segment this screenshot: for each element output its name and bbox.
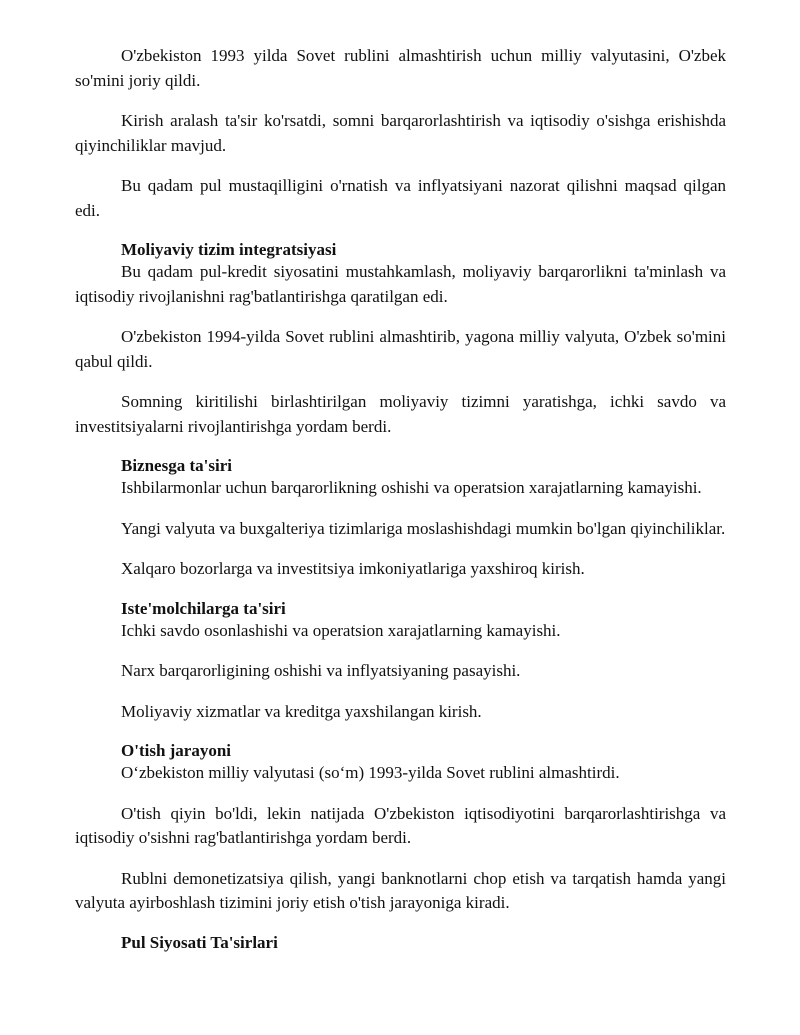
document-body xyxy=(75,44,726,953)
paragraph: Moliyaviy xizmatlar va kreditga yaxshilangan kirish. xyxy=(121,701,482,721)
paragraph: O'zbekiston 1993 yilda Sovet rublini almashtirish uchun milliy valyutasini, O'zbek so'mini joriy qildi. xyxy=(75,46,726,90)
paragraph: O‘zbekiston milliy valyutasi (so‘m) 1993-yilda Sovet rublini almashtirdi. xyxy=(121,763,620,782)
paragraph: Yangi valyuta va buxgalteriya tizimlariga moslashishdagi mumkin bo'lgan qiyinchiliklar. xyxy=(121,518,726,538)
section-heading: Moliyaviy tizim integratsiyasi xyxy=(121,240,337,259)
section-heading: Pul Siyosati Ta'sirlari xyxy=(121,932,278,952)
paragraph: Rublni demonetizatsiya qilish, yangi banknotlarni chop etish va tarqatish hamda yangi valyuta ayirboshlash tizimini joriy etish o'tish jarayoniga kiradi. xyxy=(75,868,726,912)
paragraph: Ichki savdo osonlashishi va operatsion xarajatlarning kamayishi. xyxy=(121,620,561,640)
paragraph: Ishbilarmonlar uchun barqarorlikning oshishi va operatsion xarajatlarning kamayishi. xyxy=(121,478,702,497)
section-heading: Biznesga ta'siri xyxy=(121,456,232,475)
paragraph: Kirish aralash ta'sir ko'rsatdi, somni barqarorlashtirish va iqtisodiy o'sishga erishishda qiyinchiliklar mavjud. xyxy=(75,111,726,155)
paragraph: O'tish qiyin bo'ldi, lekin natijada O'zbekiston iqtisodiyotini barqarorlashtirishga va iqtisodiy o'sishni rag'batlantirishga yordam berdi. xyxy=(75,803,726,847)
paragraph: Narx barqarorligining oshishi va inflyatsiyaning pasayishi. xyxy=(121,661,521,680)
section-heading: O'tish jarayoni xyxy=(121,741,232,760)
paragraph: Xalqaro bozorlarga va investitsiya imkoniyatlariga yaxshiroq kirish. xyxy=(121,559,585,578)
paragraph: Bu qadam pul-kredit siyosatini mustahkamlash, moliyaviy barqarorlikni ta'minlash va iqtisodiy rivojlanishni rag'batlantirishga qaratilgan edi. xyxy=(75,262,726,306)
paragraph: Somning kiritilishi birlashtirilgan moliyaviy tizimni yaratishga, ichki savdo va investitsiyalarni rivojlantirishga yordam berdi. xyxy=(75,392,726,436)
paragraph: O'zbekiston 1994-yilda Sovet rublini almashtirib, yagona milliy valyuta, O'zbek so'mini qabul qildi. xyxy=(75,327,726,371)
section-heading: Iste'molchilarga ta'siri xyxy=(121,598,286,618)
paragraph: Bu qadam pul mustaqilligini o'rnatish va inflyatsiyani nazorat qilishni maqsad qilgan edi. xyxy=(75,176,726,220)
